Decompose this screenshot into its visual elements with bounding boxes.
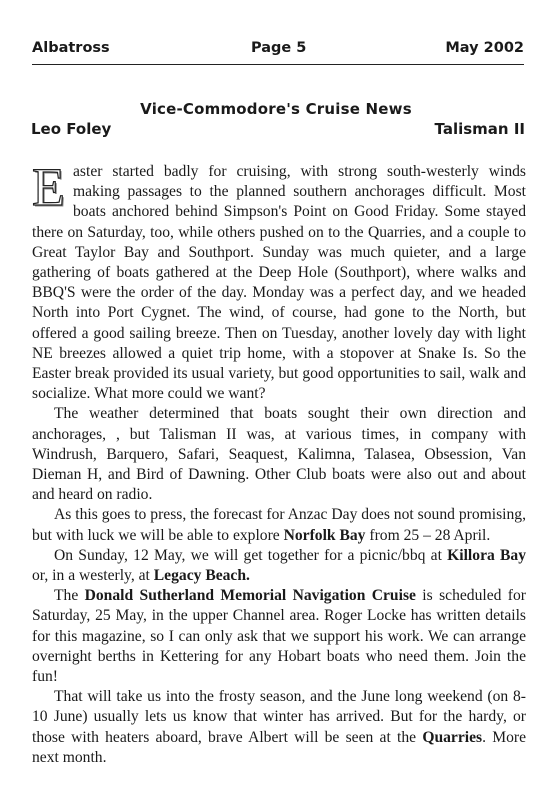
article-title: Vice-Commodore's Cruise News [140, 100, 412, 118]
paragraph-5-text-end: is scheduled for Saturday, 25 May, in the upper Channel area. Roger Locke has written details for this magazine, so I can only ask that we support his work. We can arrange overnight berths in Kettering for any Hobart boats who need them. Join the fun! [32, 587, 526, 686]
paragraph-1-text: aster started badly for cruising, with strong south-westerly winds making passages to the planned southern anchorages difficult. Most boats anchored behind Simpson's Point on Good Friday. Some stayed there on Saturday, too, while others pushed on to the Quarries, and a couple to Great Taylor Bay and Southport. Sunday was much quieter, and a large gathering of boats gathered at the Deep Hole (Southport), where walks and BBQ'S were the order of the day. Monday was a perfect day, and we headed North into Port Cygnet. The wind, of course, had gone to the North, but offered a good sailing breeze. Then on Tuesday, another lovely day with light NE breezes allowed a quiet trip home, with a stopover at Snake Is. So the Easter break provided its usual variety, but good opportunities to sail, walk and socialize. What more could we want? [32, 163, 526, 403]
paragraph-6-text: That will take us into the frosty season, and the June long weekend (on 8-10 June) usually lets us know that winter has arrived. But for the hardy, or those with heaters aboard, brave Albert will be seen at the [32, 688, 526, 746]
paragraph-6 [32, 687, 526, 768]
paragraph-3-text-end: from 25 – 28 April. [365, 526, 491, 544]
header-rule [32, 64, 524, 65]
byline [31, 120, 525, 140]
paragraph-1 [32, 157, 526, 404]
publication-name: Albatross [32, 40, 110, 56]
event-navigation-cruise: Donald Sutherland Memorial Navigation Cruise [84, 587, 416, 605]
paragraph-2: The weather determined that boats sought their own direction and anchorages, , but Talisman II was, at various times, in company with Windrush, Barquero, Safari, Seaquest, Kalimna, Talasea, Obsession, Van Dieman H, and Bird of Dawning. Other Club boats were also out and about and heard on radio. [32, 405, 526, 504]
paragraph-4-text-mid: or, in a westerly, at [32, 567, 154, 585]
place-legacy-beach: Legacy Beach. [153, 567, 250, 585]
article-author: Leo Foley [31, 120, 112, 138]
paragraph-6-text-end: . More next month. [32, 728, 526, 766]
page-number: Page 5 [251, 40, 307, 56]
page-header [32, 40, 524, 60]
paragraph-3-text: As this goes to press, the forecast for Anzac Day does not sound promising, but with luck we will be able to explore [32, 506, 526, 544]
paragraph-5-text: The [54, 587, 85, 605]
article-body [32, 157, 526, 768]
author-boat: Talisman II [434, 120, 525, 138]
paragraph-4-text: On Sunday, 12 May, we will get together for a picnic/bbq at [54, 546, 448, 564]
issue-date: May 2002 [445, 40, 524, 56]
paragraph-3 [32, 505, 526, 545]
place-killora-bay: Killora Bay [447, 546, 526, 564]
place-quarries: Quarries [422, 728, 483, 746]
paragraph-4 [32, 546, 526, 586]
drop-cap: E [32, 157, 65, 217]
place-norfolk-bay: Norfolk Bay [283, 526, 366, 544]
paragraph-5 [32, 586, 526, 687]
